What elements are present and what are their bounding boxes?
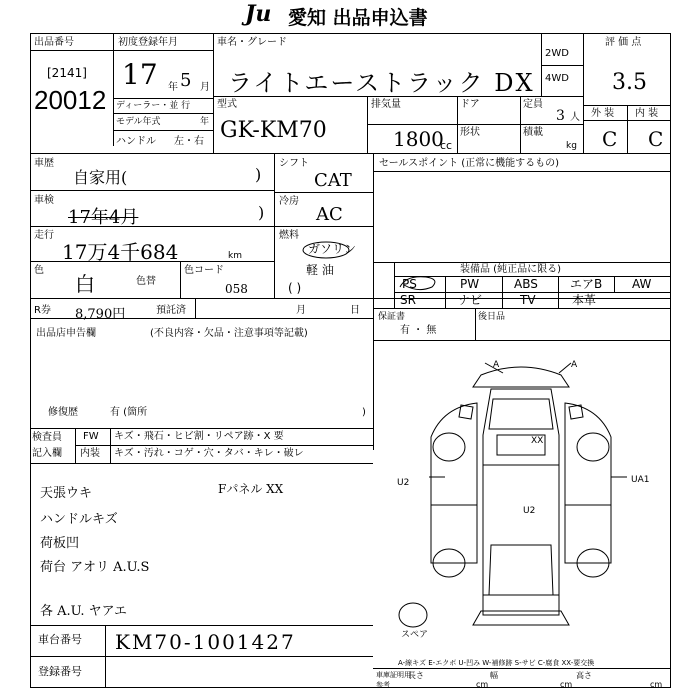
- color-code-label: 色コード: [184, 265, 224, 276]
- report-title: 出品店申告欄: [36, 328, 96, 339]
- equip-aw: AW: [632, 277, 652, 291]
- left-side-front: [431, 403, 477, 505]
- handle-options: 左・右: [174, 136, 204, 147]
- recycle-label: R券: [34, 305, 51, 316]
- checker-interior-items: キズ・汚れ・コゲ・穴・タバ・キレ・破レ: [114, 448, 304, 459]
- ps-circle: [396, 273, 442, 293]
- mark-u2-center: U2: [523, 506, 536, 516]
- interior-label: 内 装: [635, 108, 659, 119]
- ac-label: 冷房: [279, 196, 299, 207]
- warranty-options: 有 ・ 無: [400, 325, 437, 336]
- door-label: ドア: [460, 99, 480, 110]
- model-year-unit: 年: [200, 117, 210, 127]
- checker-label-2: 記入欄: [32, 448, 62, 459]
- deposit-label: 預託済: [156, 305, 186, 316]
- chassis-label: 車台番号: [38, 633, 82, 646]
- exterior-label: 外 装: [591, 108, 615, 119]
- checker-fw-label: FW: [83, 431, 99, 442]
- vehicle-name-label: 車名・グレード: [217, 37, 287, 48]
- checker-fw-items: キズ・飛石・ヒビ割・リペア跡・X 要: [114, 431, 284, 442]
- mirror-right: [569, 405, 583, 419]
- car-damage-diagram: [373, 345, 671, 655]
- drive-4wd: 4WD: [545, 73, 569, 84]
- note-line-5: 各 A.U. ヤアエ: [40, 604, 128, 619]
- note-line-4: 荷台 アオリ A.U.S: [40, 560, 150, 575]
- gasoline-circle: [301, 240, 351, 260]
- report-subtitle: (不良内容・欠品・注意事項等記載): [150, 328, 308, 339]
- month-unit: 月: [200, 82, 210, 93]
- fuel-gasoline: ガソリン: [308, 242, 357, 256]
- garage-cert-label: 車庫証明用: [376, 671, 411, 679]
- history-label: 車歴: [34, 158, 54, 169]
- mark-line-a2: [559, 363, 571, 373]
- chassis-number: KM70-1001427: [115, 630, 296, 654]
- equip-abs: ABS: [514, 277, 538, 291]
- color-value: 白: [75, 272, 95, 296]
- inspection-value: 17年4月: [68, 207, 139, 228]
- right-side-rear: [565, 505, 611, 563]
- dealer-label: ディーラー・並 行: [116, 101, 191, 111]
- capacity-unit: 人: [570, 112, 580, 123]
- wheel-front-right: [577, 433, 609, 461]
- equipment-title: 装備品 (純正品に限る): [460, 264, 561, 275]
- width-label: 幅: [490, 671, 498, 680]
- mark-ua1: UA1: [631, 475, 650, 485]
- mark-xx: XX: [531, 436, 544, 446]
- equip-sr: SR: [400, 293, 416, 307]
- front-bumper: [473, 367, 569, 387]
- warranty-label: 保証書: [378, 312, 406, 322]
- rating-score: 3.5: [612, 70, 647, 95]
- equip-airbag: エアB: [570, 277, 603, 291]
- mark-u2-left: U2: [397, 478, 410, 488]
- history-close: ): [255, 165, 262, 184]
- note-line-2: ハンドルキズ: [40, 512, 118, 527]
- fuel-diesel: 軽 油: [306, 263, 334, 277]
- displacement-label: 排気量: [371, 99, 401, 110]
- repair-history-label: 修復歴: [48, 407, 78, 418]
- capacity-label: 定員: [523, 99, 543, 110]
- mileage-value: 17万4千684: [62, 240, 179, 264]
- fuel-other: ( ): [288, 281, 302, 295]
- length-unit: cm: [476, 680, 489, 689]
- damage-legend: A-線キズ E-エクボ U-凹み W-補修跡 S-サビ C-腐食 XX-要交換: [398, 659, 595, 667]
- spare-tire: [399, 603, 427, 627]
- shift-label: シフト: [279, 158, 309, 169]
- rear-bumper: [473, 611, 569, 625]
- registration-month: 5: [180, 70, 192, 91]
- displacement-value: 1800: [393, 127, 444, 151]
- right-side-front: [565, 403, 611, 505]
- mark-a-left: A: [493, 360, 500, 370]
- height-label: 高さ: [576, 671, 592, 680]
- note-line-1: 天張ウキ: [40, 486, 93, 501]
- handle-label: ハンドル: [116, 136, 156, 147]
- year-unit: 年: [168, 82, 178, 93]
- inspection-label: 車検: [34, 195, 54, 206]
- reference-label: 参考: [376, 681, 390, 689]
- wheel-front-left: [433, 433, 465, 461]
- registration-year: 17: [122, 58, 158, 91]
- selling-points-label: セールスポイント (正常に機能するもの): [379, 158, 560, 169]
- equip-leather: 本革: [572, 293, 597, 307]
- company-logo: Ju: [245, 1, 272, 27]
- recycle-month: 月: [296, 305, 306, 316]
- form-title: 愛知 出品申込書: [288, 7, 428, 29]
- spare-label: スペア: [401, 630, 429, 640]
- first-registration-label: 初度登録年月: [118, 37, 178, 48]
- lot-sub-number: [2141]: [47, 66, 87, 80]
- rear-window: [489, 545, 553, 595]
- recycle-day: 日: [350, 305, 360, 316]
- checker-interior-label: 内装: [80, 448, 100, 459]
- shape-label: 形状: [460, 127, 480, 138]
- ac-value: AC: [316, 204, 343, 225]
- cab-body: [483, 389, 559, 615]
- left-side-rear: [431, 505, 477, 563]
- vehicle-name: ライトエーストラック DX: [228, 69, 535, 97]
- checker-label-1: 検査員: [32, 432, 62, 443]
- load-unit: kg: [566, 141, 577, 151]
- model-year-label: モデル年式: [116, 117, 161, 127]
- drive-2wd: 2WD: [545, 48, 569, 59]
- later-item-label: 後日品: [478, 312, 506, 322]
- color-label: 色: [34, 265, 44, 276]
- equip-tv: TV: [520, 293, 536, 307]
- history-value: 自家用(: [73, 168, 128, 187]
- color-change-label: 色替: [136, 276, 156, 287]
- lot-number: 20012: [34, 85, 107, 115]
- note-line-3: 荷板凹: [40, 536, 80, 551]
- windshield: [489, 399, 553, 429]
- mileage-label: 走行: [34, 230, 54, 241]
- capacity-value: 3: [556, 108, 565, 124]
- mark-a-right: A: [571, 360, 578, 370]
- mileage-unit: km: [228, 251, 242, 261]
- width-unit: cm: [560, 680, 573, 689]
- length-label: 長さ: [408, 671, 424, 680]
- equip-pw: PW: [460, 277, 480, 291]
- recycle-amount: 8,790円: [75, 307, 126, 322]
- inspection-close: ): [258, 203, 265, 222]
- equip-navi: ナビ: [458, 293, 483, 307]
- height-unit: cm: [650, 680, 663, 689]
- model-code: GK-KM70: [220, 118, 327, 143]
- lot-number-label: 出品番号: [34, 37, 74, 48]
- repair-history-close: ): [362, 407, 366, 418]
- registration-number-label: 登録番号: [38, 665, 82, 678]
- mirror-left: [459, 405, 473, 419]
- rating-label: 評 価 点: [605, 37, 642, 48]
- exterior-grade: C: [602, 127, 618, 151]
- shift-value: CAT: [314, 170, 352, 191]
- model-label: 型式: [217, 99, 237, 110]
- repair-history-value: 有 (箇所: [110, 407, 148, 418]
- color-code: 058: [225, 282, 248, 296]
- fuel-label: 燃料: [279, 230, 299, 241]
- note-line-1b: Fパネル XX: [218, 482, 284, 496]
- load-label: 積載: [523, 127, 543, 138]
- displacement-unit: cc: [440, 139, 453, 152]
- interior-grade: C: [648, 127, 664, 151]
- equip-ps: PS: [402, 277, 417, 291]
- cargo-bed: [483, 465, 559, 595]
